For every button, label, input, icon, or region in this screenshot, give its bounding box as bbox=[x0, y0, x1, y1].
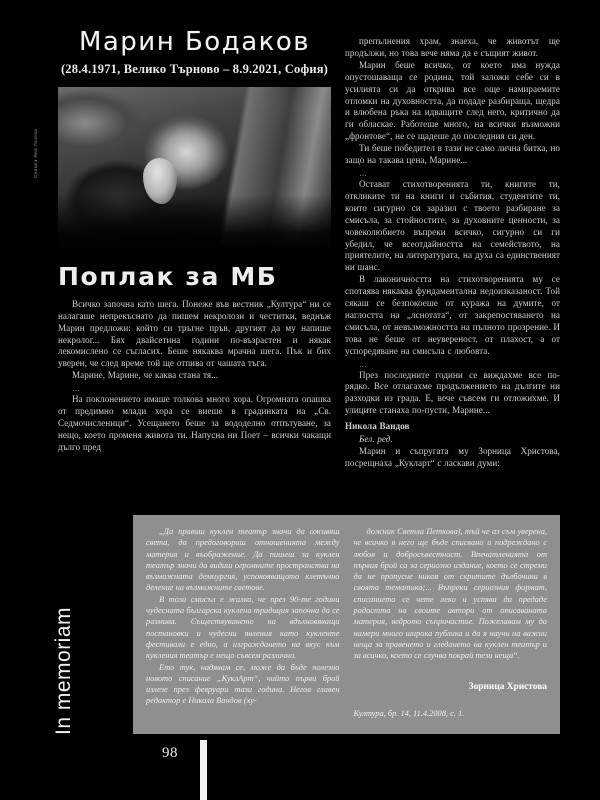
right-column bbox=[345, 36, 560, 470]
paragraph-separator: … bbox=[359, 168, 368, 178]
quote-box-left-column bbox=[146, 526, 340, 724]
paragraph: На поклонението имаше толкова много хора. Огромната опашка от предимно млади хора се виеше в градинката на „Св. Седмочисленици“. Усещането беше за вододелно отпътуване, за нещо, което променя живота ти. Напусна ни Поет – всички чакащи дълго пред bbox=[58, 394, 331, 452]
quote-box-right-column bbox=[354, 526, 548, 724]
paragraph-separator: … bbox=[72, 384, 81, 394]
quote-box bbox=[133, 515, 560, 734]
footer-rule bbox=[200, 740, 207, 800]
quote-signature: Зорница Христова bbox=[468, 681, 547, 692]
paragraph: Всичко започна като шега. Понеже във вестник „Култура“ ни се налагаше непрекъснато да пишем некролози и честитки, веднъж Марин предложи: който си тръгне пръв, другият да му напише некролог... Бях двайсетина години по-възрастен и някак лекомислено се съгласих. Беше някаква мрачна шега. Пък и бих уверен, че след време той ще отпива от чашата тъга. bbox=[58, 298, 331, 369]
left-column-body bbox=[58, 299, 331, 454]
quote-paragraph: дожник Светла Петкова), тъй че аз съм уверена, че всичко в него ще бъде списвано и подреждано с любов и добросъвестност. Впечатленията от първия брой са за сериозно издание, което се стреми да не пропусне никоя от скритите дълбочини в своята тематика;... Въпреки сериозния формат, списанието се чете леко и успява да предаде радостта на своите автори от описаваната материя, ведрото съпричастие. Пожелавам му да намери много широка публика и да я научи на важни неща за правенето и гледането на куклен театър и за всичко, което се случва покрай тези неща“. bbox=[353, 527, 547, 661]
quote-paragraph: В този смисъл е жалко, че през 90-те години чудесната българска куклена традиция започна да се размива. Съществуването на вдъхновяващи постановки и чудесни явления като кукленте фестивали е едно, а изграждането на вкус към кукления театър е нещо съвсем различно. bbox=[146, 594, 340, 661]
paragraph: Ти беше победител в тази не само лична битка, но защо на такава цена, Марине... bbox=[345, 143, 560, 166]
editor-note-text: Марин и съпругата му Зорница Христова, посрещнаха „Кукларт“ с ласкави думи: bbox=[345, 446, 560, 468]
paragraph-separator: … bbox=[359, 359, 368, 369]
author-signature: Никола Вандов bbox=[345, 421, 410, 432]
paragraph: В лаконичността на стихотворенията му се спотаява някаква фундаментална недоизказаност. Той сякаш се безпокоеше от куража на думите, от наглостта на „лснотата“, от закрепостяването на смисъла, от невъзможността на пълното прозрение. И това не беше от неувереност, от плахост, а от успоредяване на смисъла с любовта. bbox=[345, 274, 560, 356]
page-number: 98 bbox=[162, 745, 178, 761]
quote-source: Култура, бр. 14, 11.4.2008, с. 1. bbox=[353, 708, 465, 718]
portrait-photo-image bbox=[58, 87, 331, 250]
paragraph: препълнения храм, знаеха, че животът ще продължи, но това вече няма да е същият живот. bbox=[345, 36, 560, 58]
left-column bbox=[58, 28, 331, 454]
editor-note-label: Бел. ред. bbox=[359, 434, 393, 445]
quote-paragraph: „Да правиш куклен театър значи да оживяш света, да предоговориш отношенията между материя и въображение. Да пишеш за куклен театър значи да видиш огромните пространства на възможната демиургия, успокояващото клетъчно деление на възможните светове. bbox=[146, 527, 340, 593]
photo-credit-label: Снимка Яна Лозева bbox=[33, 128, 38, 178]
portrait-photo bbox=[58, 87, 331, 250]
quote-paragraph: Ето тук, надявам се, може да бъде полезно новото списание „КуклАрт“, чийто първи брой излезе през февруари тази година. Негов главен редактор е Никола Вандов (ху- bbox=[146, 662, 340, 706]
paragraph: Остават стихотворенията ти, книгите ти, откликите ти на книги и събития, студентите ти, които сигурно си заразил с твоето разбиране за смисъла, за стойностите, за духовните ценности, за човеколюбието въпреки всичко, сигурно си ги убедил, че всеотдайността на семейството, на приятелите, на литературата, на духа са единственият ни шанс. bbox=[345, 178, 560, 273]
article-headline: Поплак за МБ bbox=[58, 261, 278, 291]
paragraph: Марин беше всичко, от което има нужда опустошаваща се родина, той заложи себе си в усилията си да открива все още намираемите отломки на духовността, да подаде разбираща, щедра и влюбена ръка на идващите след него, критично да ги обласкае. Работеше много, на всички възможни „фронтове“, не се щадеше до последния си ден. bbox=[345, 59, 560, 142]
page-title: Марин Бодаков bbox=[78, 27, 311, 57]
photo-credit bbox=[33, 129, 38, 178]
paragraph: През последните години се виждахме все по-рядко. Все отлагахме продължението на дългите ни разходки из града. Е, вече съвсем ги отложихме. И улиците станаха по-пусти, Марине... bbox=[345, 369, 560, 416]
running-head: In memoriam bbox=[52, 606, 75, 735]
paragraph: Марине, Марине, че каква стана тя... bbox=[72, 370, 219, 381]
life-dates: (28.4.1971, Велико Търново – 8.9.2021, София) bbox=[60, 61, 329, 76]
